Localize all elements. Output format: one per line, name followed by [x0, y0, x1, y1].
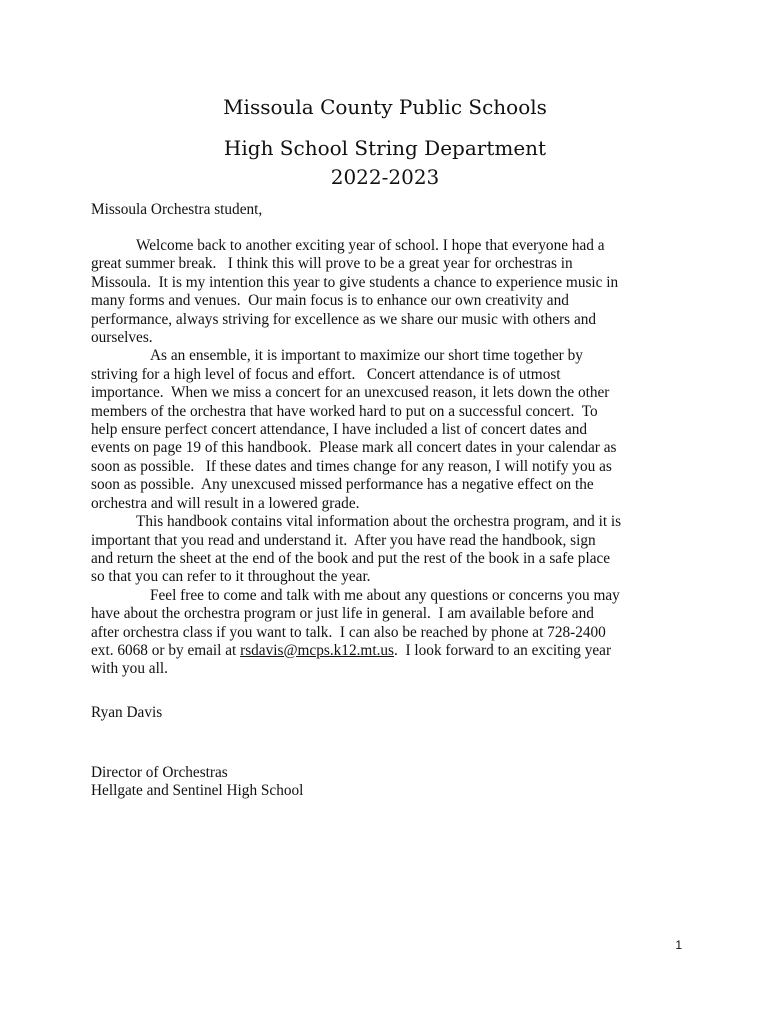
paragraph-4-text-after-email: . I look forward to an exciting year [394, 641, 612, 659]
paragraph-1-line: many forms and venues. Our main focus is to enhance our own creativity and [91, 292, 569, 310]
paragraph-2-line: help ensure perfect concert attendance, I have included a list of concert dates and [91, 421, 588, 439]
department-title: High School String Department [223, 136, 547, 160]
signature-school: Hellgate and Sentinel High School [91, 782, 304, 800]
paragraph-2-line: As an ensemble, it is important to maximize our short time together by [150, 347, 583, 365]
paragraph-2-line: striving for a high level of focus and effort. Concert attendance is of utmost [91, 365, 561, 383]
district-title: Missoula County Public Schools [223, 95, 547, 119]
paragraph-1-line: ourselves. [91, 329, 153, 347]
page-number: 1 [675, 938, 682, 952]
paragraph-2-line: soon as possible. If these dates and times change for any reason, I will notify you as [91, 457, 612, 475]
paragraph-1-line: Missoula. It is my intention this year to give students a chance to experience music in [91, 273, 619, 291]
paragraph-1-line: performance, always striving for excellence as we share our music with others and [91, 310, 597, 328]
paragraph-2-line: events on page 19 of this handbook. Please mark all concert dates in your calendar as [91, 439, 617, 457]
paragraph-3-line: so that you can refer to it throughout the year. [91, 568, 371, 586]
paragraph-3-line: and return the sheet at the end of the book and put the rest of the book in a safe place [91, 549, 611, 567]
paragraph-1-line: Welcome back to another exciting year of school. I hope that everyone had a [136, 237, 605, 254]
paragraph-4-line: after orchestra class if you want to talk. I can also be reached by phone at 728-2400 [91, 623, 606, 641]
signature-name: Ryan Davis [91, 704, 163, 721]
paragraph-3-line: important that you read and understand it. After you have read the handbook, sign [91, 531, 596, 549]
school-year: 2022-2023 [330, 165, 440, 189]
letter-body [91, 237, 681, 679]
paragraph-4-line: with you all. [91, 660, 168, 678]
salutation [91, 201, 681, 219]
signature-title-block [91, 764, 681, 801]
paragraph-2-line: members of the orchestra that have worked hard to put on a successful concert. To [91, 402, 598, 420]
paragraph-1-line: great summer break. I think this will prove to be a great year for orchestras in [91, 255, 573, 273]
paragraph-4-line-with-email [91, 642, 681, 660]
signature-title: Director of Orchestras [91, 764, 228, 781]
signature [91, 704, 681, 722]
paragraph-3-line: This handbook contains vital information about the orchestra program, and it is [136, 513, 622, 531]
paragraph-2-line: importance. When we miss a concert for an unexcused reason, it lets down the other [91, 384, 610, 402]
paragraph-2-line: orchestra and will result in a lowered grade. [91, 494, 360, 512]
paragraph-4-text-before-email: ext. 6068 or by email at [91, 641, 241, 659]
paragraph-2-line: soon as possible. Any unexcused missed performance has a negative effect on the [91, 476, 594, 494]
paragraph-4-line: Feel free to come and talk with me about any questions or concerns you may [150, 586, 620, 604]
salutation-line: Missoula Orchestra student, [91, 201, 263, 218]
email-link[interactable]: rsdavis@mcps.k12.mt.us [240, 641, 394, 659]
paragraph-4-line: have about the orchestra program or just life in general. I am available before and [91, 605, 594, 623]
